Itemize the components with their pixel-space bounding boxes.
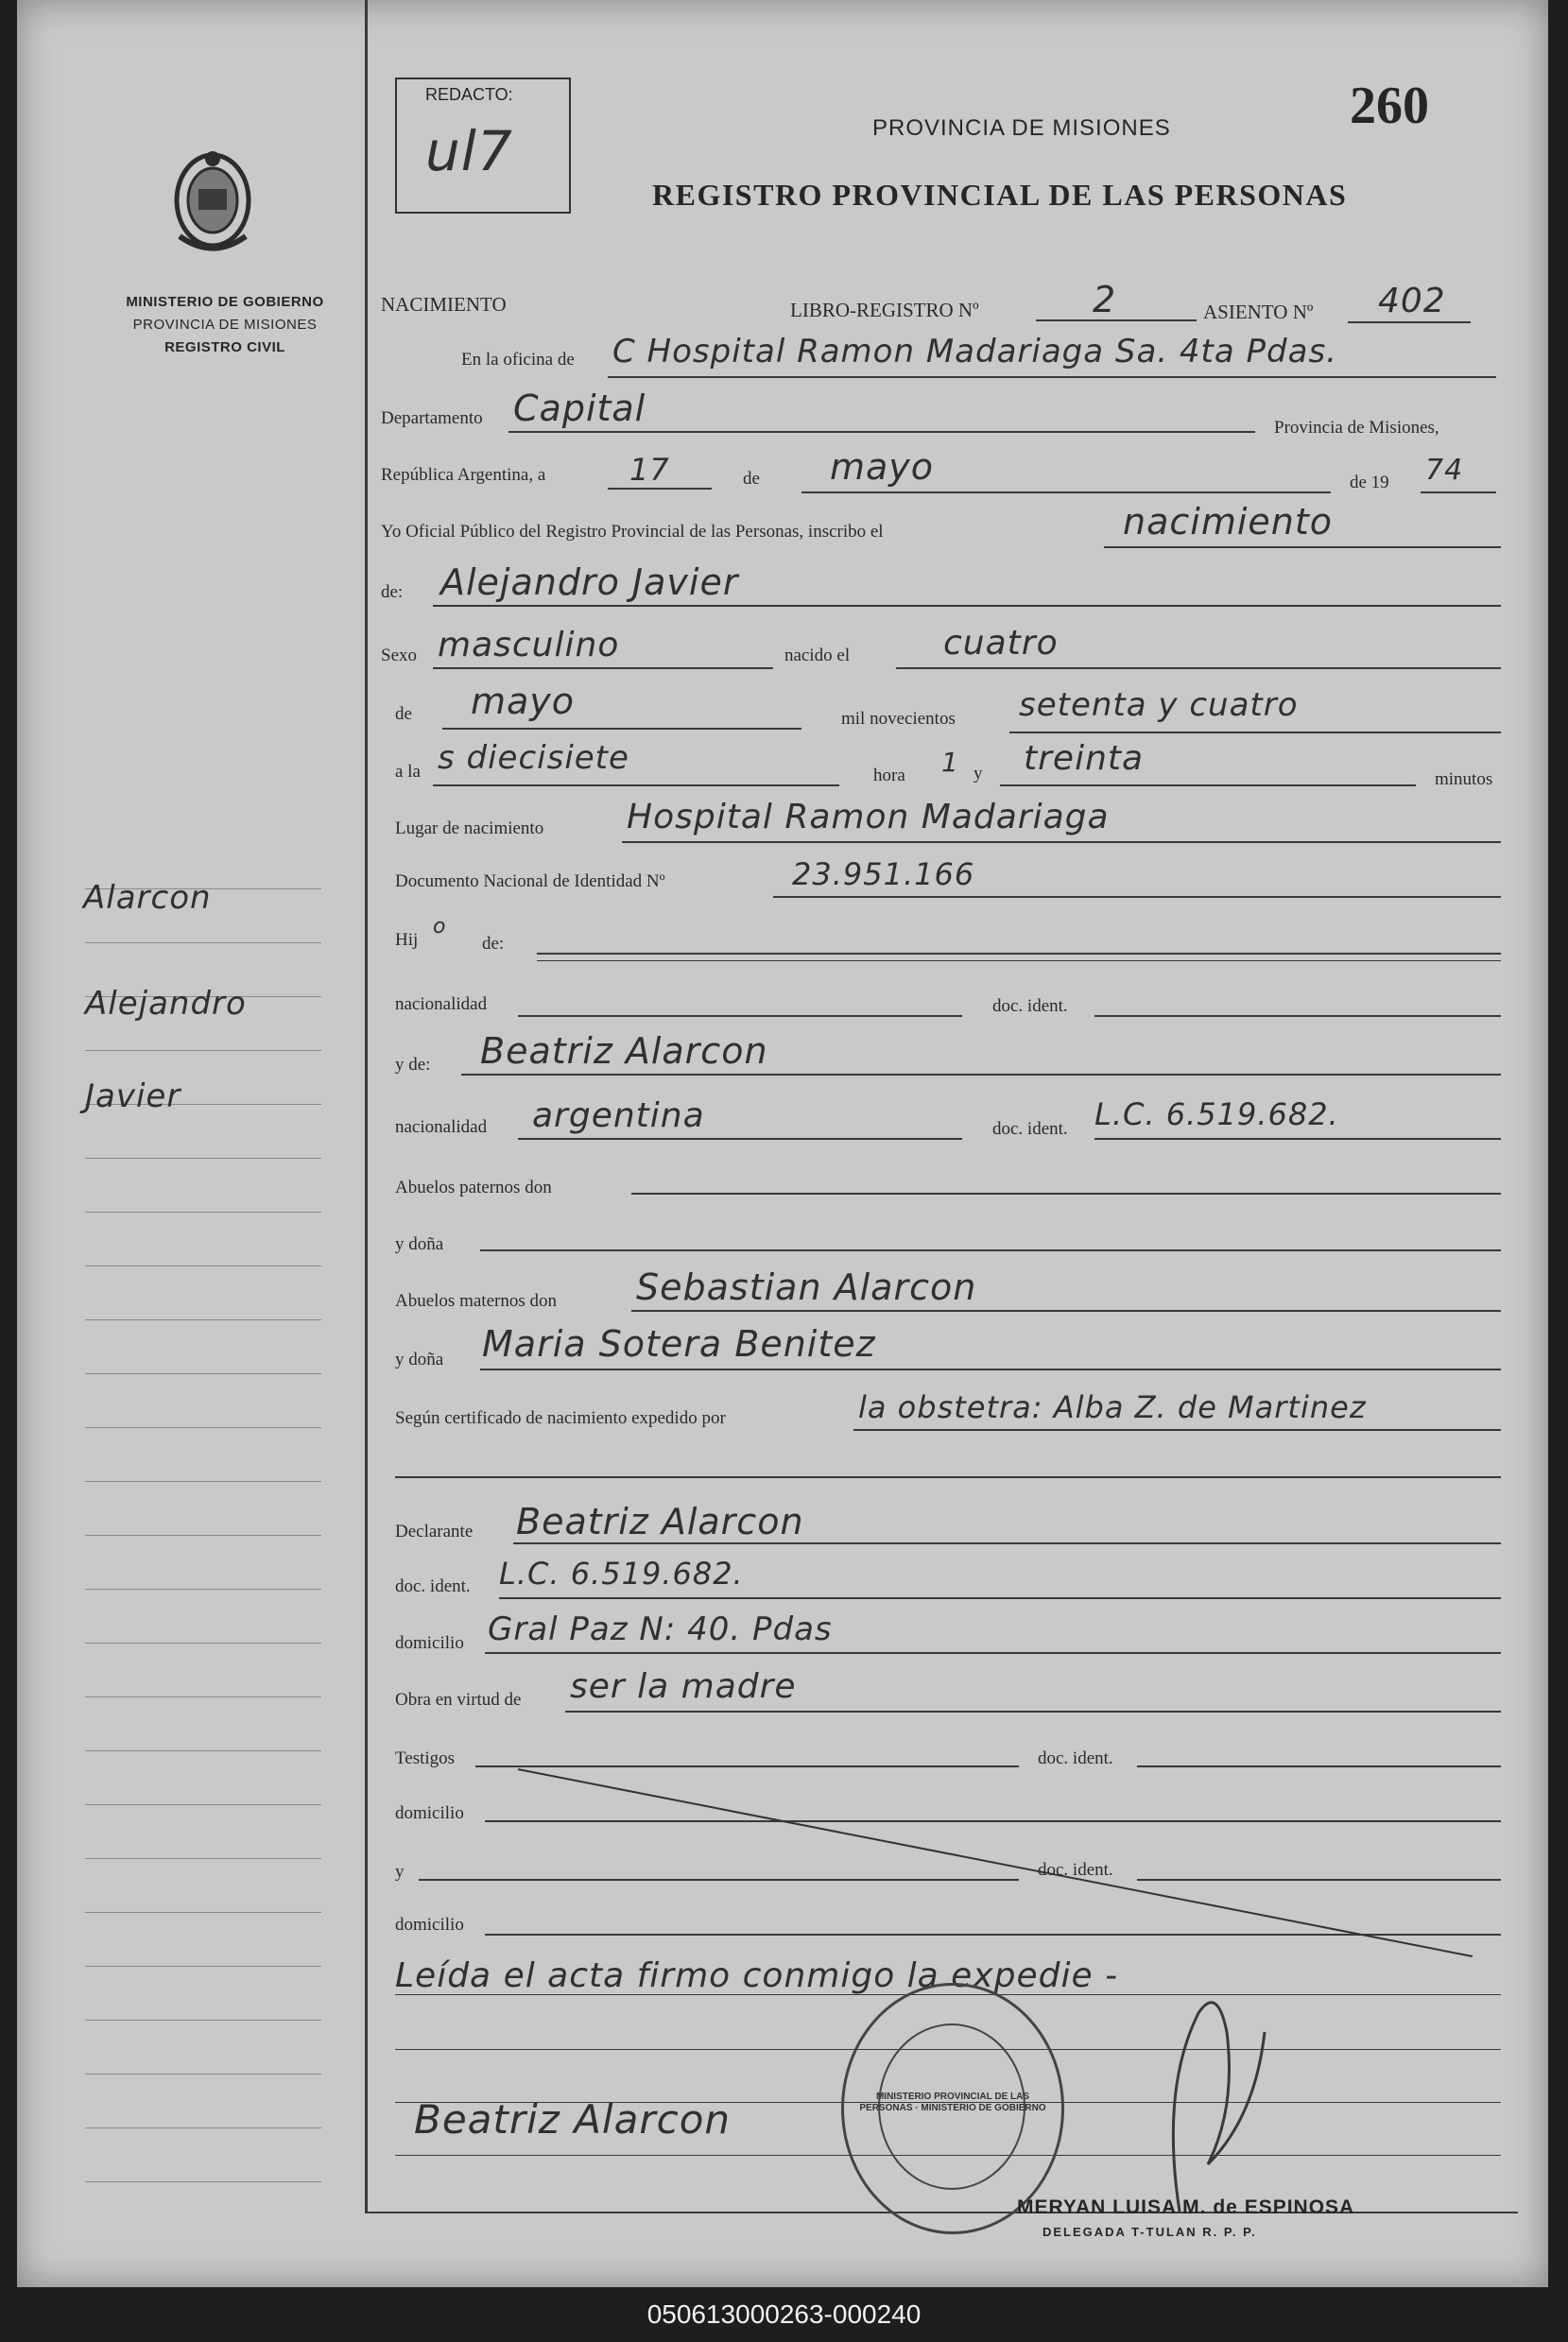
label-y: y	[974, 764, 983, 784]
docident3-line	[499, 1597, 1501, 1599]
label-segun: Según certificado de nacimiento expedido por	[395, 1408, 726, 1428]
hora-num-value: 1	[941, 747, 959, 778]
margin-rule	[85, 1750, 321, 1751]
label-minutos: minutos	[1435, 769, 1493, 789]
footer-id: 050613000263-000240	[0, 2289, 1568, 2342]
mes2-line	[442, 728, 801, 730]
abuela-p-line	[480, 1249, 1501, 1251]
label-de-nombre: de:	[381, 582, 404, 602]
nombre-line	[433, 605, 1501, 607]
hora-value: s diecisiete	[438, 739, 629, 777]
nacido-value: cuatro	[943, 624, 1059, 663]
domicilio1-line	[485, 1652, 1501, 1654]
madre-line	[461, 1074, 1501, 1076]
nacionalidad2-line	[518, 1138, 962, 1140]
lugar-value: Hospital Ramon Madariaga	[627, 798, 1110, 836]
label-docident-5: doc. ident.	[1038, 1860, 1113, 1880]
nacionalidad1-line	[518, 1015, 962, 1017]
margin-rule	[85, 1158, 321, 1159]
margin-rule	[85, 1804, 321, 1805]
margin-rule	[85, 2020, 321, 2021]
header-province: PROVINCIA DE MISIONES	[872, 115, 1171, 141]
label-republica: República Argentina, a	[381, 465, 546, 485]
margin-rule	[85, 1050, 321, 1051]
redacto-mark: ul7	[425, 119, 513, 183]
doc-madre-value: L.C. 6.519.682.	[1094, 1096, 1339, 1132]
document-page	[17, 0, 1548, 2287]
label-abuelos-paternos: Abuelos paternos don	[395, 1178, 552, 1197]
domicilio-value: Gral Paz N: 40. Pdas	[488, 1610, 833, 1648]
docident2-line	[1094, 1138, 1501, 1140]
dni-value: 23.951.166	[792, 856, 975, 892]
segun-value: la obstetra: Alba Z. de Martinez	[858, 1389, 1367, 1425]
declarante-signature: Beatriz Alarcon	[414, 2096, 732, 2143]
label-nacionalidad-2: nacionalidad	[395, 1117, 488, 1137]
mil-line	[1009, 732, 1501, 733]
margin-second-name: Javier	[85, 1077, 181, 1115]
departamento-value: Capital	[513, 387, 646, 429]
label-y-2: y	[395, 1862, 405, 1882]
label-ydona-1: y doña	[395, 1234, 444, 1254]
nombre-value: Alejandro Javier	[440, 561, 739, 603]
label-hora: hora	[873, 766, 905, 785]
label-de-year: de 19	[1350, 473, 1389, 492]
label-declarante: Declarante	[395, 1522, 474, 1541]
asiento-value: 402	[1378, 282, 1446, 320]
padre-line-1	[537, 953, 1501, 955]
dni-line	[773, 896, 1501, 898]
margin-divider	[365, 0, 368, 2212]
margin-rule	[85, 1535, 321, 1536]
label-ydona-2: y doña	[395, 1350, 444, 1369]
margin-rule	[85, 2181, 321, 2182]
docident1-line	[1094, 1015, 1501, 1017]
anio-line	[1421, 491, 1496, 493]
declarante-value: Beatriz Alarcon	[516, 1501, 804, 1542]
abuela-m-value: Maria Sotera Benitez	[482, 1323, 876, 1365]
label-domicilio-2: domicilio	[395, 1803, 464, 1823]
margin-rule	[85, 1589, 321, 1590]
sexo-value: masculino	[438, 626, 620, 664]
oficina-value: C Hospital Ramon Madariaga Sa. 4ta Pdas.	[612, 333, 1337, 370]
label-docident-1: doc. ident.	[992, 996, 1068, 1016]
mes2-value: mayo	[471, 680, 576, 722]
libro-value: 2	[1093, 279, 1117, 320]
margin-rule	[85, 1696, 321, 1697]
page-number: 260	[1350, 77, 1429, 135]
label-hijo: Hij	[395, 930, 419, 950]
label-oficial: Yo Oficial Público del Registro Provincial de las Personas, inscribo el	[381, 522, 884, 542]
segun-line-2	[395, 1476, 1501, 1478]
margin-rule	[85, 1643, 321, 1644]
minutos-value: treinta	[1024, 739, 1145, 778]
margin-rule	[85, 2074, 321, 2075]
anio-value: 74	[1425, 454, 1464, 487]
label-mil: mil novecientos	[841, 709, 956, 729]
nacido-line	[896, 667, 1501, 669]
lugar-line	[622, 841, 1501, 843]
redacto-label: REDACTO:	[425, 85, 513, 104]
dia-line	[608, 488, 712, 490]
margin-rule	[85, 1212, 321, 1213]
madre-value: Beatriz Alarcon	[480, 1030, 768, 1072]
label-de-mes: de	[395, 704, 412, 724]
label-obra: Obra en virtud de	[395, 1690, 522, 1710]
label-domicilio-1: domicilio	[395, 1633, 464, 1653]
label-lugar: Lugar de nacimiento	[395, 818, 544, 838]
margin-rule	[85, 1966, 321, 1967]
label-hijo-de: de:	[482, 934, 505, 954]
nacionalidad-value: argentina	[532, 1096, 705, 1135]
ministry-line-1: MINISTERIO DE GOBIERNO	[126, 294, 324, 310]
segun-line	[853, 1429, 1501, 1431]
declarante-line	[513, 1542, 1501, 1544]
leida-statement: Leída el acta firmo conmigo la expedie -	[395, 1956, 1119, 1995]
strike-line	[508, 1758, 1491, 1966]
official-signature	[1123, 1975, 1293, 2221]
dia-value: 17	[629, 452, 670, 488]
header-registry: REGISTRO PROVINCIAL DE LAS PERSONAS	[652, 178, 1348, 212]
abuela-m-line	[480, 1369, 1501, 1370]
margin-rule	[85, 1912, 321, 1913]
label-de: de	[743, 469, 760, 489]
inscribo-value: nacimiento	[1123, 501, 1334, 542]
inscribo-line	[1104, 546, 1501, 548]
label-domicilio-3: domicilio	[395, 1915, 464, 1935]
label-asiento: ASIENTO Nº	[1203, 301, 1314, 323]
mes-value: mayo	[830, 446, 935, 488]
margin-rule	[85, 1373, 321, 1374]
label-testigos: Testigos	[395, 1748, 456, 1768]
label-provincia: Provincia de Misiones,	[1274, 418, 1439, 438]
redacto-box	[395, 77, 571, 214]
oficina-line	[608, 376, 1496, 378]
label-docident-2: doc. ident.	[992, 1119, 1068, 1139]
label-abuelos-maternos: Abuelos maternos don	[395, 1291, 557, 1311]
ministry-block	[93, 291, 357, 359]
official-name: MERYAN LUISA M. de ESPINOSA	[1017, 2196, 1355, 2218]
label-sexo: Sexo	[381, 646, 417, 665]
label-nacido: nacido el	[784, 646, 851, 665]
official-title: DELEGADA T-TULAN R. P. P.	[1042, 2225, 1257, 2239]
margin-surname: Alarcon	[83, 879, 212, 917]
label-oficina: En la oficina de	[461, 350, 575, 370]
mil-value: setenta y cuatro	[1019, 686, 1299, 724]
sexo-line	[433, 667, 773, 669]
label-nacionalidad-1: nacionalidad	[395, 994, 488, 1014]
hora-line	[433, 784, 839, 786]
label-dni: Documento Nacional de Identidad Nº	[395, 871, 665, 891]
coat-of-arms-icon	[161, 142, 265, 269]
label-docident-3: doc. ident.	[395, 1576, 471, 1596]
ministry-line-3: REGISTRO CIVIL	[164, 339, 285, 355]
seal-text: MINISTERIO PROVINCIAL DE LAS PERSONAS · MINISTERIO DE GOBIERNO	[859, 2092, 1046, 2113]
hijo-suffix: o	[433, 915, 447, 939]
abuelo-p-line	[631, 1193, 1501, 1195]
mes-line	[801, 491, 1331, 493]
margin-rule	[85, 1319, 321, 1320]
margin-rule	[85, 2127, 321, 2128]
margin-rule	[85, 942, 321, 943]
abuelo-m-line	[631, 1310, 1501, 1312]
label-docident-4: doc. ident.	[1038, 1748, 1113, 1768]
abuelo-m-value: Sebastian Alarcon	[636, 1266, 977, 1308]
obra-line	[565, 1711, 1501, 1713]
doc-declarante-value: L.C. 6.519.682.	[499, 1556, 744, 1592]
margin-rule	[85, 1481, 321, 1482]
minutos-line	[1000, 784, 1416, 786]
departamento-line	[508, 431, 1255, 433]
padre-line-2	[537, 960, 1501, 961]
margin-rule	[85, 1427, 321, 1428]
asiento-line	[1348, 321, 1471, 323]
label-libro: LIBRO-REGISTRO Nº	[790, 299, 979, 321]
obra-value: ser la madre	[570, 1667, 797, 1706]
margin-rule	[85, 1858, 321, 1859]
ministry-line-2: PROVINCIA DE MISIONES	[132, 317, 318, 333]
label-yde: y de:	[395, 1055, 431, 1075]
label-alas: a la	[395, 762, 421, 782]
label-departamento: Departamento	[381, 408, 483, 428]
label-nacimiento: NACIMIENTO	[381, 293, 507, 316]
margin-first-name: Alejandro	[85, 985, 247, 1023]
